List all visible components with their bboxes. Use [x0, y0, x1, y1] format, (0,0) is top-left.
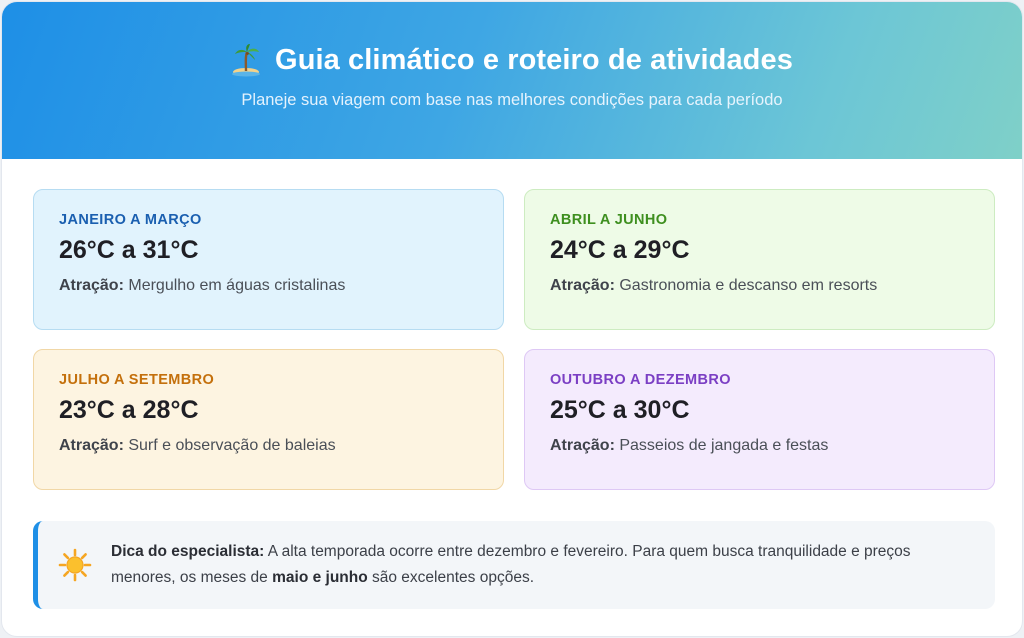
season-temperature: 25°C a 30°C [550, 396, 690, 424]
season-card-jan-mar [33, 189, 504, 330]
season-attraction [59, 277, 503, 295]
tip-body-2: são excelentes opções. [367, 569, 535, 586]
tip-body-1: A alta temporada ocorre entre dezembro e fevereiro. Para quem busca tranquilidade e preços menores, os meses de [111, 543, 911, 586]
season-temperature: 26°C a 31°C [59, 236, 199, 264]
attraction-label: Atração: [59, 437, 124, 454]
attraction-value: Passeios de jangada e festas [619, 437, 829, 454]
attraction-label: Atração: [550, 277, 615, 294]
season-attraction [550, 437, 994, 455]
season-card-apr-jun [524, 189, 995, 330]
title-row [2, 43, 1022, 77]
expert-tip-callout [33, 521, 995, 609]
season-period: JANEIRO A MARÇO [59, 212, 202, 228]
page-title: Guia climático e roteiro de atividades [275, 43, 793, 76]
season-period: JULHO A SETEMBRO [59, 372, 215, 388]
climate-guide-card [1, 1, 1023, 637]
season-attraction [550, 277, 994, 295]
attraction-label: Atração: [59, 277, 124, 294]
season-attraction [59, 437, 503, 455]
page-subtitle: Planeje sua viagem com base nas melhores condições para cada período [241, 91, 783, 109]
season-temperature: 24°C a 29°C [550, 236, 690, 264]
attraction-value: Surf e observação de baleias [128, 437, 336, 454]
tip-text [111, 539, 941, 591]
attraction-value: Gastronomia e descanso em resorts [619, 277, 878, 294]
header-banner [2, 2, 1022, 159]
attraction-label: Atração: [550, 437, 615, 454]
attraction-value: Mergulho em águas cristalinas [128, 277, 346, 294]
season-card-oct-dec [524, 349, 995, 490]
season-card-jul-sep [33, 349, 504, 490]
tip-highlight: maio e junho [272, 569, 368, 586]
season-grid [33, 189, 995, 490]
season-temperature: 23°C a 28°C [59, 396, 199, 424]
tip-label: Dica do especialista: [111, 543, 265, 560]
sun-icon [58, 548, 92, 582]
season-period: OUTUBRO A DEZEMBRO [550, 372, 731, 388]
season-period: ABRIL A JUNHO [550, 212, 668, 228]
desert-island-icon [231, 43, 261, 77]
